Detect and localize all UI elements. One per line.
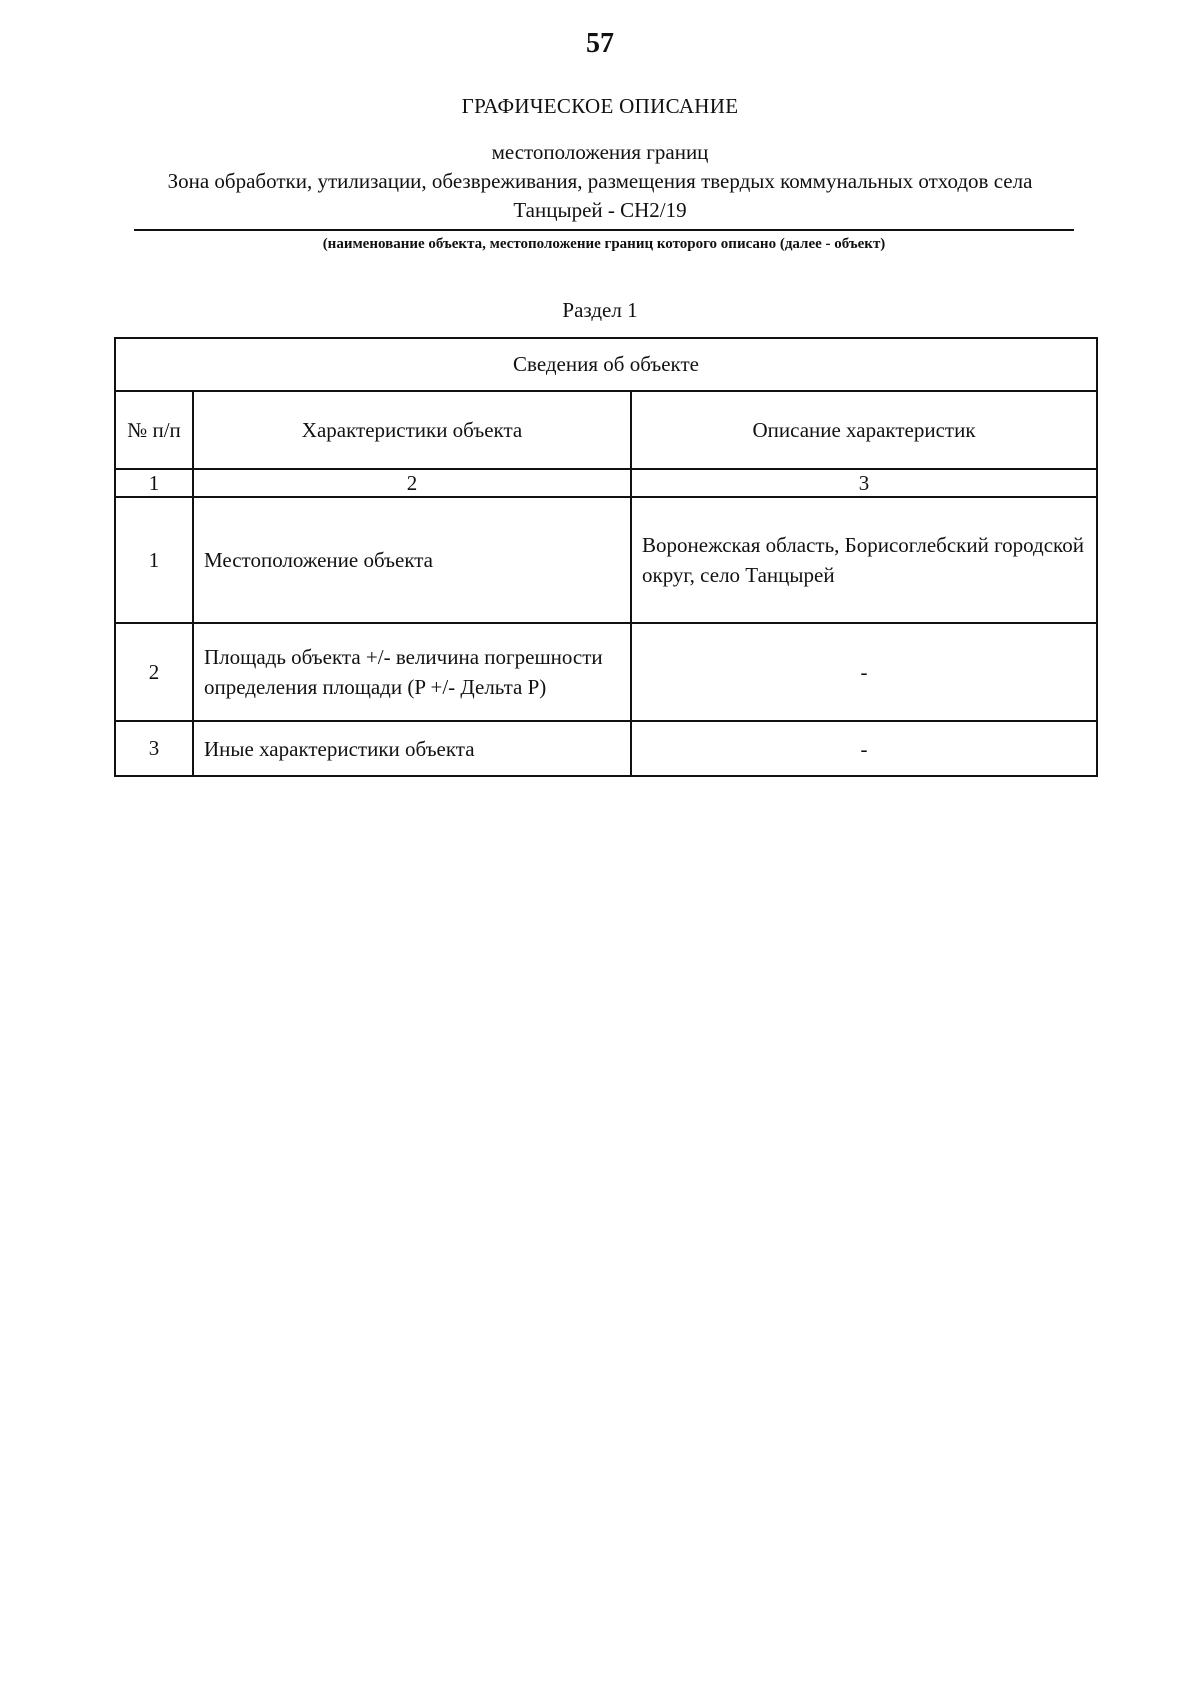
row-description: -: [631, 623, 1097, 721]
page-number: 57: [586, 28, 614, 59]
table-caption: Сведения об объекте: [115, 338, 1097, 391]
table-caption-row: [115, 338, 1097, 391]
column-number: 1: [115, 469, 193, 497]
table-header-row: [115, 391, 1097, 469]
table-row: [115, 623, 1097, 721]
row-description: -: [631, 721, 1097, 776]
table-row: [115, 721, 1097, 776]
subtitle-boundaries: местоположения границ: [491, 140, 709, 164]
section-label: Раздел 1: [562, 298, 638, 322]
object-name-caption: (наименование объекта, местоположение границ которого описано (далее - объект): [322, 236, 886, 252]
row-characteristic: Площадь объекта +/- величина погрешности определения площади (P +/- Дельта P): [193, 623, 631, 721]
object-name: Зона обработки, утилизации, обезвреживания, размещения твердых коммунальных отходов села Танцырей - СН2/19: [167, 169, 1033, 222]
column-number: 2: [193, 469, 631, 497]
table-row: [115, 497, 1097, 623]
column-numbers-row: [115, 469, 1097, 497]
subtitle-block: [130, 138, 1070, 225]
row-description: Воронежская область, Борисоглебский городской округ, село Танцырей: [631, 497, 1097, 623]
row-number: 3: [115, 721, 193, 776]
object-info-table: [114, 337, 1098, 777]
row-characteristic: Иные характеристики объекта: [193, 721, 631, 776]
row-characteristic: Местоположение объекта: [193, 497, 631, 623]
row-number: 1: [115, 497, 193, 623]
header-description: Описание характеристик: [631, 391, 1097, 469]
row-number: 2: [115, 623, 193, 721]
object-name-underline: [134, 229, 1074, 231]
header-number: № п/п: [115, 391, 193, 469]
column-number: 3: [631, 469, 1097, 497]
header-characteristics: Характеристики объекта: [193, 391, 631, 469]
document-title: ГРАФИЧЕСКОЕ ОПИСАНИЕ: [461, 94, 739, 118]
